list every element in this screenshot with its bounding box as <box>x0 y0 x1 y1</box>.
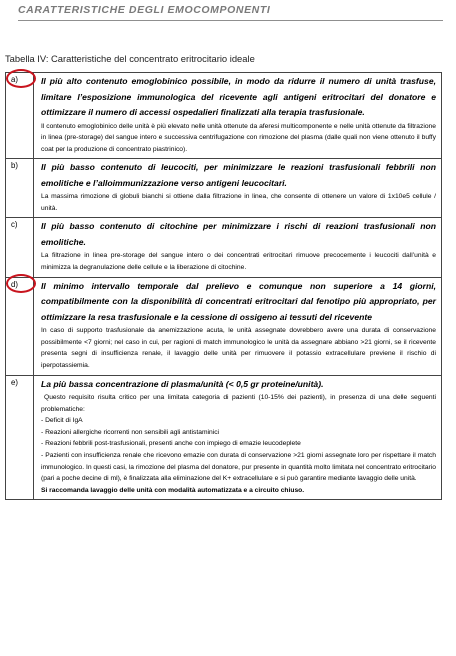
table-row <box>6 277 442 375</box>
row-content <box>34 218 442 277</box>
row-content <box>34 73 442 159</box>
header-rule <box>18 20 443 21</box>
row-title: Il più alto contenuto emoglobinico possibile, in modo da ridurre il numero di unità trasfuse, limitare l’esposizione immunologica del ricevente agli antigeni eritrocitari del donatore e ottimizzare il numero di accessi ospedalieri finalizzati alla terapia trasfusionale. <box>41 76 436 117</box>
row-label-cell <box>6 277 34 375</box>
row-title: Il minimo intervallo temporale dal prelievo e comunque non superiore a 14 giorni, compatibilmente con la disponibilità di concentrati eritrocitari dal fenotipo più appropriato, per ottimizzare la resa trasfusionale e la cessione di ossigeno ai tessuti del ricevente <box>41 280 436 322</box>
row-title: La più bassa concentrazione di plasma/unità (< 0,5 gr proteine/unità). <box>41 378 324 389</box>
table-row <box>6 73 442 159</box>
list-item: - Reazioni allergiche ricorrenti non sensibili agli antistaminici <box>41 428 220 436</box>
red-circle-mark <box>6 274 36 293</box>
list-item: - Deficit di IgA <box>41 417 83 425</box>
row-title: Il più basso contenuto di citochine per minimizzare i rischi di reazioni trasfusionali non emolitiche. <box>41 221 436 247</box>
row-content <box>34 375 442 500</box>
row-label-cell <box>6 375 34 500</box>
row-description: La massima rimozione di globuli bianchi si ottiene dalla filtrazione in linea, che consente di ottenere un valore di 1x10e5 cellule / unità. <box>41 193 436 212</box>
row-label: c) <box>11 220 18 230</box>
row-label: a) <box>11 75 18 84</box>
recommendation: Si raccomanda lavaggio delle unità con modalità automatizzata e a circuito chiuso. <box>41 486 305 494</box>
list-item: - Pazienti con insufficienza renale che ricevono emazie con durata di conservazione >21 giorni assegnate loro per rispettare il match immunologico. In questi casi, la rimozione del plasma del donatore, pur presente in quantità molto limitata nel concentrato eritrocitario (pari a poche decine di ml), è finalizzata alla eliminazione del K+ extracellulare e si può garantire mediante lavaggio delle unità. <box>41 452 436 483</box>
row-description: La filtrazione in linea pre-storage del sangue intero o dei concentrati eritrocitari rimuove precocemente i leucociti dall’unità e minimizza la degranulazione delle cellule e la liberazione di citochine. <box>41 252 436 272</box>
table-caption: Tabella IV: Caratteristiche del concentrato eritrocitario ideale <box>5 53 255 64</box>
table-row <box>6 218 442 277</box>
section-header: CARATTERISTICHE DEGLI EMOCOMPONENTI <box>18 4 271 16</box>
row-title: Il più basso contenuto di leucociti, per minimizzare le reazioni trasfusionali febbrili non emolitiche e l’alloimmunizzazione verso antigeni leucocitari. <box>41 162 436 188</box>
red-circle-mark <box>6 69 36 88</box>
list-item: - Reazioni febbrili post-trasfusionali, presenti anche con impiego di emazie leucodeplete <box>41 440 301 448</box>
row-description: Il contenuto emoglobinico delle unità è più elevato nelle unità ottenute da aferesi multicomponente e nelle unità ottenute da filtrazione in linea (pre-storage) del sangue intero e successiva centrifugazione con rimozione del plasma (dalle quali non viene ottenuto il buffy coat per la produzione di concentrato piastrinico). <box>41 122 436 153</box>
table-row <box>6 375 442 500</box>
row-description: In caso di supporto trasfusionale da anemizzazione acuta, le unità assegnate dovrebbero avere una durata di conservazione possibilmente <7 giorni; nel caso in cui, per ragioni di match immunologico le unità da assegnare abbiano >21 giorni, se il ricevente presenta segni di insufficienza renale, il lavaggio delle unità per rimuovere il potassio extracellulare previene il rischio di iperpotassiemia. <box>41 327 436 369</box>
table-row <box>6 159 442 218</box>
criteria-table <box>5 72 442 500</box>
row-content <box>34 277 442 375</box>
row-intro: Questo requisito risulta critico per una limitata categoria di pazienti (10-15% dei pazienti), in presenza di una delle seguenti problematiche: <box>41 394 436 413</box>
row-content <box>34 159 442 218</box>
row-label-cell <box>6 218 34 277</box>
row-label-cell <box>6 73 34 159</box>
row-label: e) <box>11 377 18 387</box>
row-label-cell <box>6 159 34 218</box>
row-label: d) <box>11 279 18 289</box>
row-label: b) <box>11 161 18 171</box>
